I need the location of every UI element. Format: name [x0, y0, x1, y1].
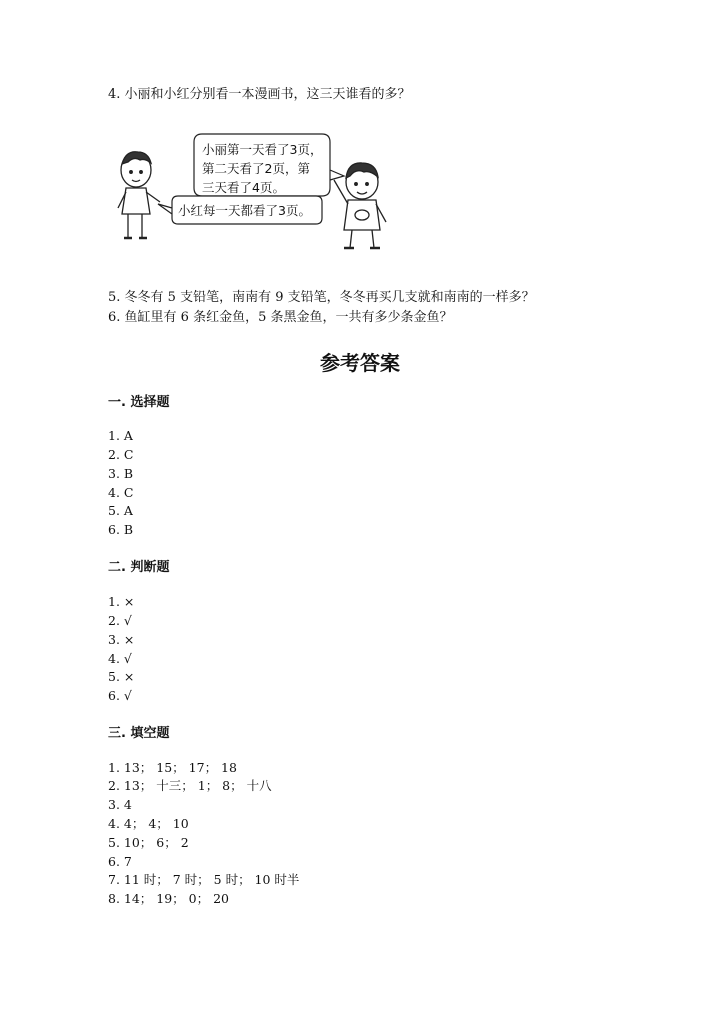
answer-item: 7. 11 时； 7 时； 5 时； 10 时半 — [108, 872, 300, 887]
answer-item: 8. 14； 19； 0； 20 — [108, 891, 229, 906]
answer-item: 1. × — [108, 594, 135, 609]
answer-item: 1. A — [108, 428, 133, 443]
section-heading-choice: 一. 选择题 — [108, 395, 170, 410]
section-heading-judgment: 二. 判断题 — [108, 560, 170, 575]
question-4: 4. 小丽和小红分别看一本漫画书，这三天谁看的多？ — [108, 87, 411, 102]
answer-item: 2. √ — [108, 613, 132, 628]
bubble-xiaoli-line-2: 第二天看了2页，第 — [202, 161, 310, 176]
answer-item: 4. C — [108, 485, 134, 500]
answer-item: 6. B — [108, 522, 134, 537]
answer-item: 6. √ — [108, 688, 132, 703]
answer-item: 5. A — [108, 503, 133, 518]
answer-item: 5. 10； 6； 2 — [108, 835, 189, 850]
comic-illustration — [112, 130, 402, 260]
section-heading-fill-blank: 三. 填空题 — [108, 726, 170, 741]
answer-item: 3. B — [108, 466, 134, 481]
answer-item: 2. 13； 十三； 1； 8； 十八 — [108, 778, 272, 793]
answer-item: 5. × — [108, 669, 135, 684]
answer-title: 参考答案 — [320, 351, 400, 375]
answer-item: 4. √ — [108, 651, 132, 666]
answer-item: 3. 4 — [108, 797, 132, 812]
question-6: 6. 鱼缸里有 6 条红金鱼，5 条黑金鱼，一共有多少条金鱼？ — [108, 310, 453, 325]
question-5: 5. 冬冬有 5 支铅笔，南南有 9 支铅笔，冬冬再买几支就和南南的一样多？ — [108, 290, 535, 305]
answer-item: 4. 4； 4； 10 — [108, 816, 189, 831]
bubble-xiaoli-line-1: 小丽第一天看了3页， — [202, 142, 323, 157]
answer-item: 3. × — [108, 632, 135, 647]
bubble-xiaoli-line-3: 三天看了4页。 — [202, 180, 285, 195]
answer-item: 2. C — [108, 447, 134, 462]
answer-item: 1. 13； 15； 17； 18 — [108, 760, 237, 775]
child-left-figure — [118, 152, 160, 238]
answer-item: 6. 7 — [108, 854, 132, 869]
bubble-xiaohong-line: 小红每一天都看了3页。 — [178, 203, 311, 218]
